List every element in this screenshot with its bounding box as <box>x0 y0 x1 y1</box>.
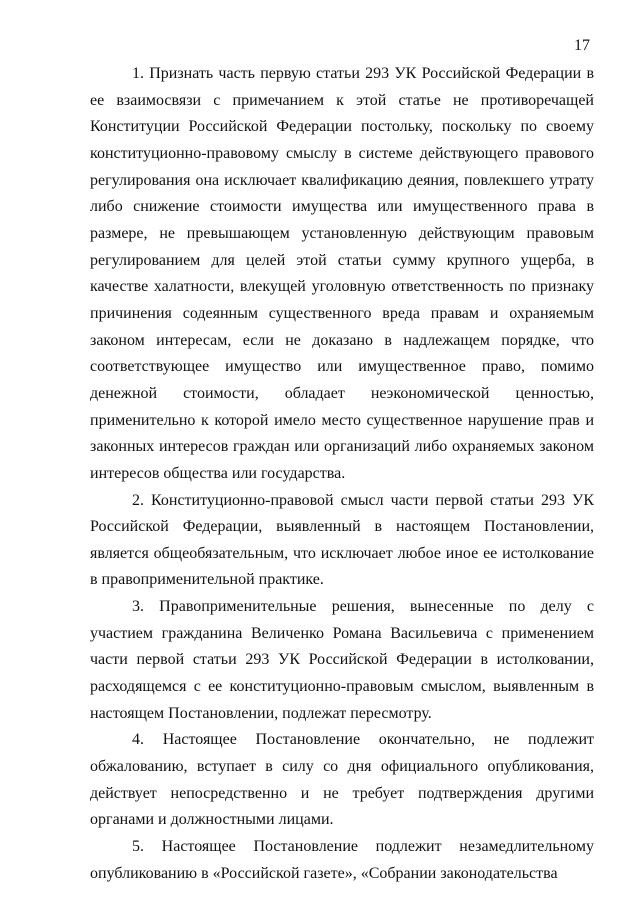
paragraph-1: 1. Признать часть первую статьи 293 УК Российской Федерации в ее взаимосвязи с примечанием к этой статье не противоречащей Конституции Российской Федерации постольку, поскольку по своему конституционно-правовому смыслу в системе действующего правового регулирования она исключает квалификацию деяния, повлекшего утрату либо снижение стоимости имущества или имущественного права в размере, не превышающем установленную действующим правовым регулированием для целей этой статьи сумму крупного ущерба, в качестве халатности, влекущей уголовную ответственность по признаку причинения содеянным существенного вреда правам и охраняемым законом интересам, если не доказано в надлежащем порядке, что соответствующее имущество или имущественное право, помимо денежной стоимости, обладает неэкономической ценностью, применительно к которой имело место существенное нарушение прав и законных интересов граждан или организаций либо охраняемых законом интересов общества или государства. <box>90 65 594 482</box>
document-body <box>90 61 594 887</box>
paragraph-3: 3. Правоприменительные решения, вынесенные по делу с участием гражданина Величенко Романа Васильевича с применением части первой статьи 293 УК Российской Федерации в истолковании, расходящемся с ее конституционно-правовым смыслом, выявленным в настоящем Постановлении, подлежат пересмотру. <box>90 598 594 722</box>
paragraph-5: 5. Настоящее Постановление подлежит незамедлительному опубликованию в «Российской газете», «Собрании законодательства <box>90 838 594 882</box>
paragraph-2: 2. Конституционно-правовой смысл части первой статьи 293 УК Российской Федерации, выявленный в настоящем Постановлении, является общеобязательным, что исключает любое иное ее истолкование в правоприменительной практике. <box>90 491 594 589</box>
paragraph-4: 4. Настоящее Постановление окончательно, не подлежит обжалованию, вступает в силу со дня официального опубликования, действует непосредственно и не требует подтверждения другими органами и должностными лицами. <box>90 731 594 829</box>
page-number: 17 <box>574 37 590 54</box>
